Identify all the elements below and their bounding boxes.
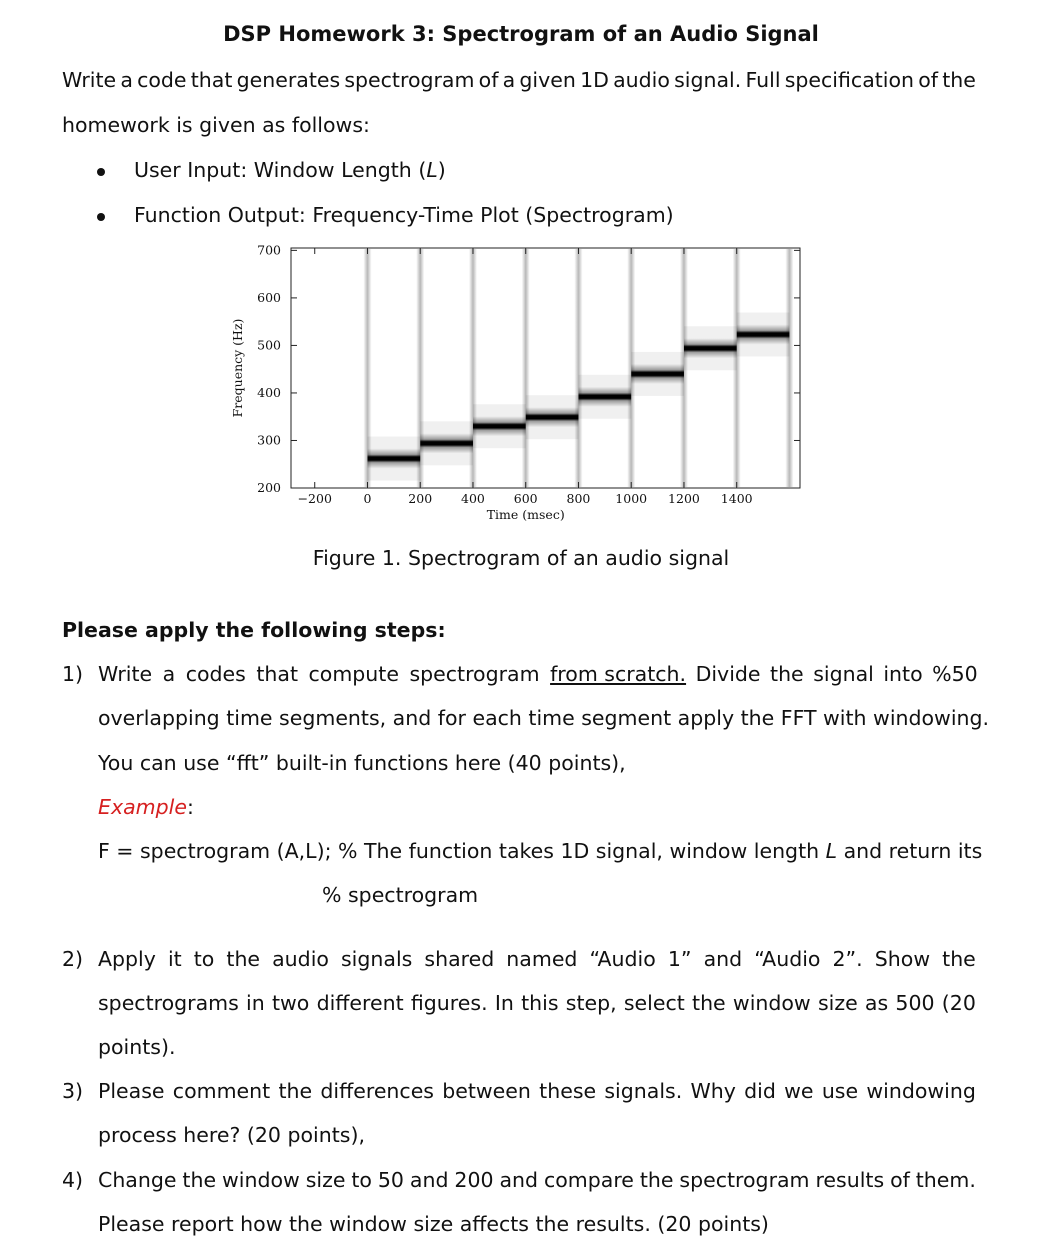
step-2-word: as [864,991,889,1015]
step-4-word: and [409,1168,449,1192]
y-tick-label: 400 [257,384,281,400]
code-text-b: and return its [837,839,983,863]
bullet-after: ) [437,158,446,182]
step-4-word: and [499,1168,539,1192]
step-1-line-1 [98,662,976,686]
step-4-word: to [351,1168,372,1192]
step-2-line-2 [98,991,976,1015]
step-2-word: it [167,947,182,971]
step-4-word: 200 [454,1168,494,1192]
step-2-word: named [506,947,578,971]
step-2-word: Show [874,947,931,971]
step-1-text-a: Write a codes that compute spectrogram [98,662,551,686]
x-tick-label: 800 [566,491,591,506]
step-4-line-2: Please report how the window size affects the results. (20 points) [98,1212,769,1236]
intro-line-2: homework is given as follows: [62,113,370,137]
bullet-text: Function Output: Frequency-Time Plot (Spectrogram) [134,203,674,227]
intro-word: a [120,68,133,92]
y-tick-label: 300 [257,432,281,448]
step-2-word: signals [341,947,413,971]
step-1-line-3: You can use “fft” built-in functions here (40 points), [98,751,626,775]
step-1-line-2: overlapping time segments, and for each time segment apply the FFT with windowing. [98,706,990,730]
step-2-word: Apply [98,947,156,971]
intro-word: Write [62,68,117,92]
step-3-line-2: process here? (20 points), [98,1123,365,1147]
example-colon: : [186,795,194,819]
step-2-word: 500 [895,991,935,1015]
page-title: DSP Homework 3: Spectrogram of an Audio Signal [223,22,819,46]
intro-word: of [478,68,499,92]
step-4-line-1 [98,1168,976,1192]
intro-word: spectrogram [344,68,475,92]
step-2-word: in [246,991,265,1015]
step-2-word: to [193,947,215,971]
tone-band [684,338,737,358]
transient-streak [522,249,530,487]
code-text-a: F = spectrogram (A,L); % The function takes 1D signal, window length [98,839,826,863]
step-3-word: comment [172,1079,271,1103]
intro-word: that [190,68,233,92]
tone-band [420,433,473,453]
step-4-word: compare [543,1168,634,1192]
step-2-word: (20 [941,991,976,1015]
tone-band [367,449,420,469]
step-3-word: these [539,1079,597,1103]
step-3-word: use [821,1079,859,1103]
step-4-word: window [222,1168,300,1192]
step-2-word: select [623,991,685,1015]
steps-heading: Please apply the following steps: [62,618,446,642]
bullet-dot [97,168,105,176]
step-2-word: 1” [667,947,692,971]
tone-band [631,364,684,384]
step-3-line-1 [98,1079,976,1103]
code-italic: L [825,839,838,863]
step-4-word: of [890,1168,910,1192]
step-2-word: the [942,947,976,971]
step-3-word: signals. [604,1079,683,1103]
step-2-line-1 [98,947,976,971]
x-tick-label: 1200 [668,491,700,506]
step-2-word: audio [272,947,329,971]
step-2-word: different [316,991,404,1015]
y-tick-label: 200 [257,480,281,495]
bullet-item-function-output [134,203,674,227]
step-3-number: 3) [62,1079,84,1103]
step-2-word: window [732,991,811,1015]
bullet-italic: L [426,158,438,182]
step-2-word: In [494,991,514,1015]
example-label [98,795,194,819]
step-4-word: the [639,1168,674,1192]
y-tick-label: 600 [257,289,281,305]
intro-word: the [942,68,976,92]
x-tick-label: 1400 [720,491,753,506]
step-4-word: Change [98,1168,177,1192]
intro-word: code [137,68,187,92]
step-3-word: Please [98,1079,165,1103]
intro-word: given [519,68,576,92]
y-axis-label: Frequency (Hz) [230,318,245,418]
figure-caption: Figure 1. Spectrogram of an audio signal [312,546,730,570]
step-4-word: results [815,1168,885,1192]
intro-line-1 [62,68,976,92]
x-tick-label: 400 [461,491,485,506]
step-1-number: 1) [62,662,84,686]
step-4-word: the [182,1168,217,1192]
step-2-word: two [271,991,310,1015]
intro-word: specification [784,68,915,92]
y-tick-label: 500 [257,337,281,353]
step-4-word: spectrogram [679,1168,810,1192]
step-2-word: spectrograms [98,991,239,1015]
from-scratch-underlined: from scratch. [550,662,687,686]
code-line-2: % spectrogram [322,883,479,907]
x-axis-label: Time (msec) [486,507,565,522]
step-2-word: and [703,947,743,971]
step-2-line-3: points). [98,1035,176,1059]
step-3-word: the [278,1079,313,1103]
step-1-text-b: Divide the signal into %50 [686,662,978,686]
intro-word: Full [745,68,781,92]
step-2-word: step, [565,991,617,1015]
step-4-number: 4) [62,1168,84,1192]
step-3-word: windowing [866,1079,976,1103]
step-4-word: 50 [377,1168,404,1192]
step-2-word: “Audio [589,947,656,971]
x-tick-label: 200 [408,491,433,506]
step-2-word: 2”. [832,947,863,971]
transient-streak [785,249,793,487]
code-line-1 [98,839,982,863]
step-3-word: differences [320,1079,434,1103]
step-3-word: did [744,1079,776,1103]
tone-band [526,407,579,427]
tone-band [737,324,790,344]
x-tick-label: 1000 [615,491,648,506]
intro-word: audio [613,68,670,92]
bullet-dot [97,213,105,221]
tone-band [473,416,526,436]
step-4-word: them. [915,1168,976,1192]
bullet-item-window-length [134,158,446,182]
step-2-word: figures. [410,991,488,1015]
step-2-word: shared [424,947,495,971]
example-word: Example [98,795,187,819]
y-tick-label: 700 [257,242,281,258]
step-2-word: size [817,991,858,1015]
step-2-number: 2) [62,947,84,971]
intro-word: 1D [580,68,609,92]
transient-streak [574,249,582,487]
step-2-word: this [521,991,559,1015]
x-tick-label: 600 [513,491,538,506]
tone-band [578,387,631,407]
step-2-word: the [692,991,726,1015]
intro-word: of [918,68,938,92]
intro-word: a [502,68,516,92]
bullet-text: User Input: Window Length ( [134,158,427,182]
step-3-word: we [784,1079,814,1103]
step-3-word: Why [690,1079,736,1103]
spectrogram-figure [220,240,820,530]
step-2-word: “Audio [754,947,821,971]
step-3-word: between [442,1079,531,1103]
intro-word: generates [236,68,341,92]
step-2-word: the [226,947,261,971]
x-tick-label: −200 [297,491,332,506]
x-tick-label: 0 [363,491,372,506]
intro-word: signal. [674,68,742,92]
step-4-word: size [305,1168,346,1192]
